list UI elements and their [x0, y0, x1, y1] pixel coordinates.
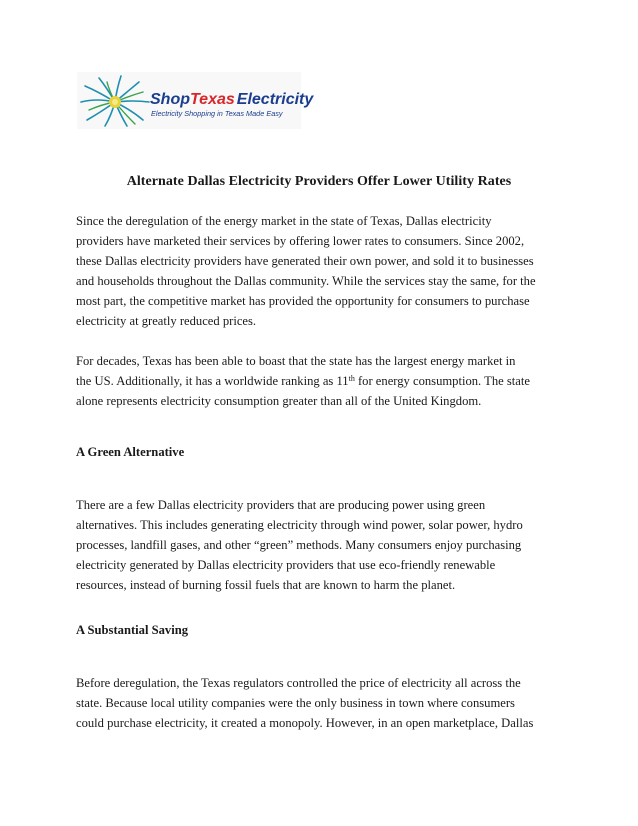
text-line [76, 372, 566, 392]
text-line: resources, instead of burning fossil fuels that are known to harm the planet. [76, 577, 456, 592]
section-heading-green-alternative: A Green Alternative [76, 445, 185, 459]
ordinal-suffix: th [348, 373, 355, 383]
text-line: processes, landfill gases, and other “green” methods. Many consumers enjoy purchasing [76, 537, 522, 552]
paragraph-deregulation [76, 212, 566, 331]
paragraph-green-alternative [76, 496, 566, 596]
paragraph-texas-market [76, 352, 566, 412]
paragraph-before-deregulation [76, 674, 566, 734]
text-line: For decades, Texas has been able to boast that the state has the largest energy market in [76, 354, 516, 368]
text-line: most part, the competitive market has provided the opportunity for consumers to purchase [76, 293, 530, 308]
text-line: could purchase electricity, it created a monopoly. However, in an open marketplace, Dallas [76, 715, 534, 730]
text-line: alone represents electricity consumption greater than all of the United Kingdom. [76, 393, 482, 408]
text-line: There are a few Dallas electricity providers that are producing power using green [76, 498, 486, 512]
text-line: Before deregulation, the Texas regulators controlled the price of electricity all across the [76, 676, 521, 690]
text-segment: for energy consumption. The state [354, 373, 530, 388]
logo-image [77, 72, 314, 129]
text-line: and households throughout the Dallas community. While the services stay the same, for the [76, 273, 536, 288]
text-line: Since the deregulation of the energy market in the state of Texas, Dallas electricity [76, 214, 492, 228]
document-title: Alternate Dallas Electricity Providers Offer Lower Utility Rates [126, 174, 512, 189]
logo-wordmark: ShopTexas Electricity [150, 91, 314, 108]
text-line: these Dallas electricity providers have generated their own power, and sold it to businesses [76, 253, 534, 268]
text-segment: the US. Additionally, it has a worldwide ranking as 11 [76, 373, 349, 388]
text-line: alternatives. This includes generating electricity through wind power, solar power, hydro [76, 517, 523, 532]
text-line: electricity at greatly reduced prices. [76, 313, 257, 328]
section-heading-substantial-saving: A Substantial Saving [76, 623, 188, 637]
text-line: electricity generated by Dallas electricity providers that use eco-friendly renewable [76, 557, 496, 572]
text-line: providers have marketed their services by offering lower rates to consumers. Since 2002, [76, 233, 525, 248]
shop-texas-electricity-logo [77, 72, 314, 129]
logo-tagline: Electricity Shopping in Texas Made Easy [151, 109, 283, 118]
text-line: state. Because local utility companies were the only business in town where consumers [76, 695, 515, 710]
